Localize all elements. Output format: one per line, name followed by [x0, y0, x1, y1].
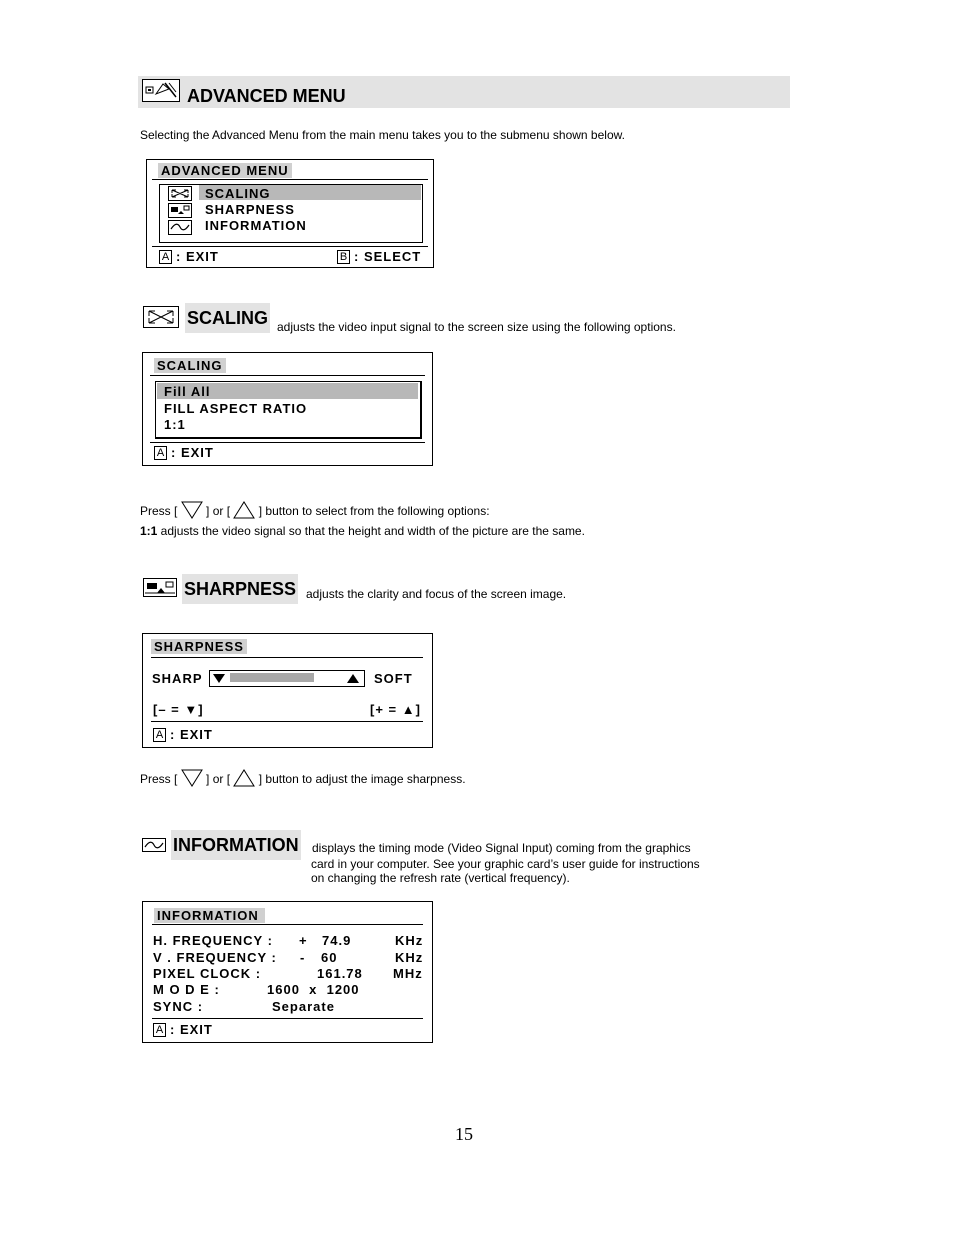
- info-h-frequency-label: H. FREQUENCY :: [153, 933, 273, 948]
- info-v-frequency-value: 60: [321, 950, 338, 965]
- up-triangle-icon: [233, 501, 255, 519]
- osd-exit[interactable]: A : EXIT: [153, 727, 213, 742]
- information-desc-line-3: on changing the refresh rate (vertical frequency).: [311, 871, 570, 885]
- sharpness-label: SHARPNESS: [182, 574, 298, 604]
- minus-bracket-icon: [–: [153, 702, 172, 717]
- info-v-frequency-label: V . FREQUENCY :: [153, 950, 277, 965]
- osd-title: SCALING: [154, 358, 226, 373]
- osd-exit[interactable]: A : EXIT: [159, 249, 219, 264]
- scaling-description: adjusts the video input signal to the screen size using the following options.: [277, 320, 676, 334]
- sharpness-description: adjusts the clarity and focus of the screen image.: [306, 587, 567, 601]
- info-mode-label: M O D E :: [153, 982, 220, 997]
- plus-bracket-icon: [+: [370, 702, 389, 717]
- advanced-menu-title: ADVANCED MENU: [187, 86, 346, 106]
- advanced-menu-intro: Selecting the Advanced Menu from the main menu takes you to the submenu shown below.: [140, 128, 625, 142]
- key-a: A: [153, 728, 166, 742]
- info-pixel-clock-value: 161.78: [317, 966, 363, 981]
- soft-label: SOFT: [374, 671, 413, 686]
- osd-item-information[interactable]: INFORMATION: [205, 218, 307, 233]
- page-number: 15: [455, 1124, 473, 1144]
- information-osd: [142, 901, 433, 1043]
- sharpness-press-instruction: Press [ ] or [ ] button to adjust the image sharpness.: [140, 769, 466, 789]
- info-pixel-clock-unit: MHz: [393, 966, 423, 981]
- osd-title: SHARPNESS: [151, 639, 247, 654]
- key-a: A: [153, 1023, 166, 1037]
- osd-item-scaling[interactable]: SCALING: [205, 186, 271, 201]
- slider-down-arrow-icon[interactable]: [213, 673, 225, 684]
- osd-item-fill-all[interactable]: Fill All: [164, 384, 211, 399]
- advanced-menu-icon: [142, 79, 180, 102]
- minus-hint: [– = ▼]: [153, 702, 204, 717]
- down-triangle-icon: [181, 501, 203, 519]
- advanced-menu-osd: [146, 159, 434, 268]
- info-sync-label: SYNC :: [153, 999, 204, 1014]
- information-desc-line-2: card in your computer. See your graphic card’s user guide for instructions: [311, 857, 700, 871]
- scaling-label: SCALING: [185, 303, 270, 333]
- information-section-icon: [142, 838, 166, 852]
- info-h-frequency-unit: KHz: [395, 933, 424, 948]
- osd-item-fill-aspect-ratio[interactable]: FILL ASPECT RATIO: [164, 401, 308, 416]
- osd-item-sharpness[interactable]: SHARPNESS: [205, 202, 295, 217]
- down-triangle-icon: [181, 769, 203, 787]
- osd-item-one-to-one[interactable]: 1:1: [164, 417, 186, 432]
- up-triangle-icon: [233, 769, 255, 787]
- sharpness-section-icon: [143, 578, 177, 597]
- information-desc-line-1: displays the timing mode (Video Signal Input) coming from the graphics: [312, 841, 691, 855]
- plus-hint: [+ = ▲]: [370, 702, 421, 717]
- osd-exit[interactable]: A : EXIT: [153, 1022, 213, 1037]
- info-mode-value: 1600 x 1200: [267, 982, 360, 997]
- sharpness-icon: [168, 203, 192, 218]
- osd-title: ADVANCED MENU: [158, 163, 292, 178]
- osd-select[interactable]: B : SELECT: [337, 249, 421, 264]
- info-sync-value: Separate: [272, 999, 335, 1014]
- scaling-press-instruction: Press [ ] or [ ] button to select from the following options:: [140, 501, 490, 521]
- info-h-frequency-sign: +: [299, 933, 308, 948]
- osd-exit[interactable]: A : EXIT: [154, 445, 214, 460]
- scaling-osd: [142, 352, 433, 466]
- info-h-frequency-value: 74.9: [322, 933, 352, 948]
- key-a: A: [154, 446, 167, 460]
- sharp-label: SHARP: [152, 671, 203, 686]
- scaling-icon: [168, 186, 192, 201]
- info-pixel-clock-label: PIXEL CLOCK :: [153, 966, 262, 981]
- scaling-note: 1:1 adjusts the video signal so that the height and width of the picture are the same.: [140, 524, 585, 538]
- info-v-frequency-unit: KHz: [395, 950, 424, 965]
- sharpness-slider-fill: [230, 673, 314, 682]
- sharpness-osd: [142, 633, 433, 748]
- info-v-frequency-sign: -: [300, 950, 306, 965]
- information-icon: [168, 220, 192, 235]
- osd-title: INFORMATION: [154, 908, 265, 923]
- information-label: INFORMATION: [171, 830, 301, 860]
- key-b: B: [337, 250, 350, 264]
- slider-up-arrow-icon[interactable]: [347, 673, 359, 684]
- key-a: A: [159, 250, 172, 264]
- scaling-section-icon: [143, 306, 179, 328]
- sharpness-slider[interactable]: [209, 670, 365, 687]
